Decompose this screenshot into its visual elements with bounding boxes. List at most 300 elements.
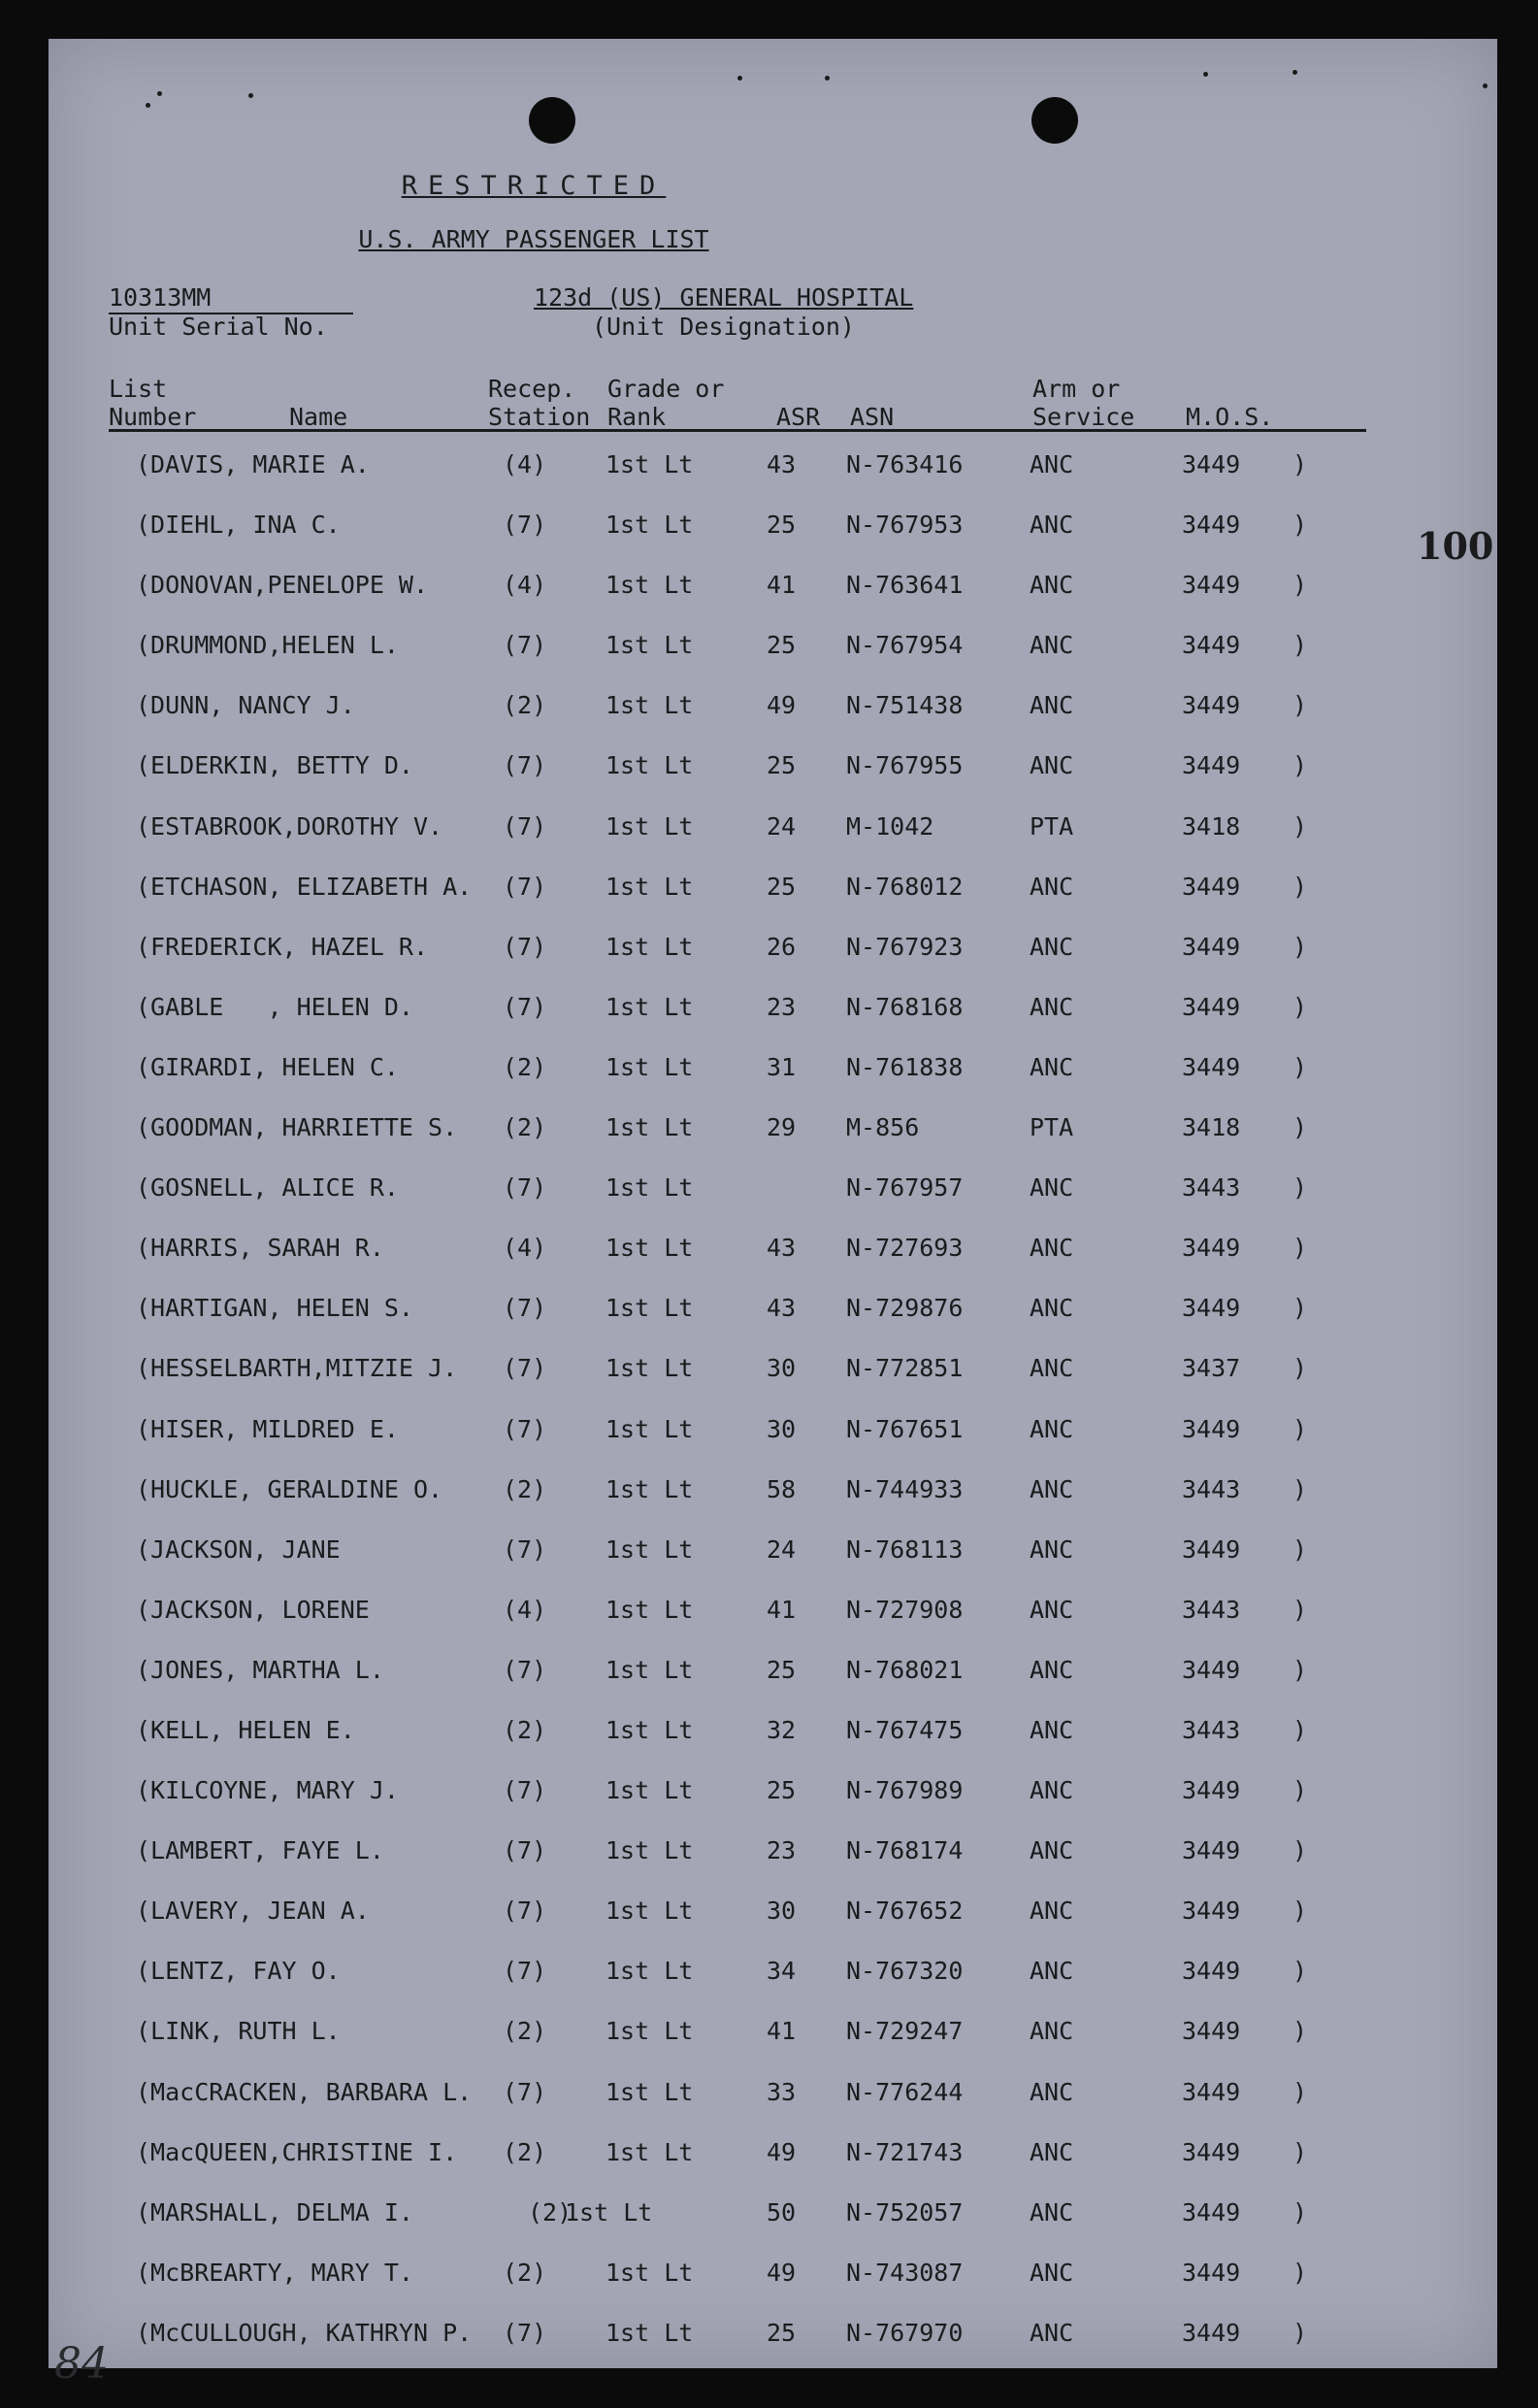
asr-score: 25 [767,751,797,780]
closing-paren: ) [1293,571,1308,600]
asr-score: 58 [767,1474,797,1503]
recep-station: (7) [503,751,547,780]
grade-rank: 1st Lt [605,1294,694,1323]
speck [825,76,830,81]
arm-service: ANC [1030,1173,1074,1203]
grade-rank: 1st Lt [605,1534,694,1564]
punch-hole [529,97,575,144]
asr-score: 24 [767,811,797,841]
mos-code: 3449 [1182,511,1241,540]
table-row [49,677,1497,738]
grade-rank: 1st Lt [605,992,694,1021]
grade-rank: 1st Lt [605,1715,694,1744]
asr-score: 41 [767,1595,797,1624]
closing-paren: ) [1293,1897,1308,1926]
mos-code: 3449 [1182,751,1241,780]
table-row [49,859,1497,919]
table-row [49,2064,1497,2125]
closing-paren: ) [1293,1354,1308,1383]
arm-service: ANC [1030,571,1074,600]
closing-paren: ) [1293,751,1308,780]
recep-station: (2) [503,1113,547,1142]
mos-code: 3449 [1182,691,1241,720]
table-row [49,1340,1497,1401]
asr-score: 43 [767,1234,797,1263]
recep-station: (7) [503,1897,547,1926]
mos-code: 3449 [1182,450,1241,478]
army-serial-number: N-768168 [846,992,964,1021]
asr-score: 25 [767,1776,797,1805]
passenger-name: (KELL, HELEN E. [136,1715,355,1744]
table-row [49,2125,1497,2185]
passenger-name: (MARSHALL, DELMA I. [136,2197,413,2227]
army-serial-number: N-767652 [846,1897,964,1926]
closing-paren: ) [1293,2318,1308,2347]
mos-code: 3449 [1182,872,1241,901]
army-serial-number: N-743087 [846,2258,964,2287]
arm-service: ANC [1030,1354,1074,1383]
passenger-name: (HARTIGAN, HELEN S. [136,1294,413,1323]
header-mos: M.O.S. [1186,403,1274,431]
closing-paren: ) [1293,2197,1308,2227]
arm-service: ANC [1030,1776,1074,1805]
mos-code: 3449 [1182,1052,1241,1081]
grade-rank: 1st Lt [605,2258,694,2287]
recep-station: (7) [503,1354,547,1383]
passenger-name: (LAMBERT, FAYE L. [136,1836,384,1865]
mos-code: 3443 [1182,1715,1241,1744]
grade-rank: 1st Lt [605,1836,694,1865]
table-row [49,497,1497,557]
closing-paren: ) [1293,511,1308,540]
arm-service: ANC [1030,1655,1074,1684]
arm-service: ANC [1030,1234,1074,1263]
army-serial-number: N-763641 [846,571,964,600]
passenger-list-subtitle: U.S. ARMY PASSENGER LIST [358,225,709,253]
mos-code: 3449 [1182,1897,1241,1926]
arm-service: PTA [1030,811,1074,841]
passenger-name: (ETCHASON, ELIZABETH A. [136,872,473,901]
passenger-rows [49,437,1497,2365]
table-row [49,1402,1497,1462]
arm-service: ANC [1030,1294,1074,1323]
passenger-name: (JACKSON, LORENE [136,1595,370,1624]
table-row [49,1462,1497,1522]
asr-score: 43 [767,450,797,478]
army-serial-number: N-752057 [846,2197,964,2227]
table-row [49,437,1497,497]
asr-score: 30 [767,1354,797,1383]
mos-code: 3449 [1182,1294,1241,1323]
closing-paren: ) [1293,1655,1308,1684]
army-serial-number: N-767989 [846,1776,964,1805]
passenger-name: (ESTABROOK,DOROTHY V. [136,811,443,841]
closing-paren: ) [1293,1836,1308,1865]
recep-station: (2) [503,691,547,720]
passenger-name: (DONOVAN,PENELOPE W. [136,571,429,600]
asr-score: 33 [767,2077,797,2106]
header-asn: ASN [850,403,895,431]
closing-paren: ) [1293,1957,1308,1986]
recep-station: (4) [503,571,547,600]
recep-station: (7) [503,932,547,961]
asr-score: 24 [767,1534,797,1564]
grade-rank: 1st Lt [605,932,694,961]
arm-service: ANC [1030,1414,1074,1443]
recep-station: (2) [528,2197,573,2227]
army-serial-number: N-727693 [846,1234,964,1263]
army-serial-number: N-721743 [846,2137,964,2166]
asr-score: 31 [767,1052,797,1081]
closing-paren: ) [1293,932,1308,961]
grade-rank: 1st Lt [605,1354,694,1383]
asr-score: 41 [767,571,797,600]
grade-rank: 1st Lt [565,2197,653,2227]
grade-rank: 1st Lt [605,2077,694,2106]
asr-score: 23 [767,992,797,1021]
arm-service: ANC [1030,2197,1074,2227]
passenger-name: (McCULLOUGH, KATHRYN P. [136,2318,473,2347]
closing-paren: ) [1293,872,1308,901]
asr-score: 25 [767,511,797,540]
table-row [49,979,1497,1039]
army-serial-number: N-727908 [846,1595,964,1624]
asr-score: 41 [767,2017,797,2046]
recep-station: (7) [503,1414,547,1443]
closing-paren: ) [1293,1234,1308,1263]
mos-code: 3443 [1182,1474,1241,1503]
recep-station: (7) [503,1534,547,1564]
asr-score: 30 [767,1414,797,1443]
table-row [49,557,1497,617]
speck [146,103,150,108]
army-serial-number: N-768174 [846,1836,964,1865]
unit-designation-label: (Unit Designation) [592,313,855,341]
passenger-name: (DAVIS, MARIE A. [136,450,370,478]
mos-code: 3449 [1182,1414,1241,1443]
arm-service: ANC [1030,932,1074,961]
passenger-name: (MacQUEEN,CHRISTINE I. [136,2137,458,2166]
punch-hole [1031,97,1078,144]
asr-score: 29 [767,1113,797,1142]
mos-code: 3418 [1182,1113,1241,1142]
army-serial-number: N-772851 [846,1354,964,1383]
arm-service: ANC [1030,992,1074,1021]
mos-code: 3449 [1182,1655,1241,1684]
grade-rank: 1st Lt [605,1113,694,1142]
grade-rank: 1st Lt [605,1897,694,1926]
army-serial-number: N-768012 [846,872,964,901]
grade-rank: 1st Lt [605,511,694,540]
army-serial-number: N-767957 [846,1173,964,1203]
speck [157,91,162,96]
mos-code: 3449 [1182,2137,1241,2166]
recep-station: (2) [503,1715,547,1744]
grade-rank: 1st Lt [605,2137,694,2166]
closing-paren: ) [1293,1715,1308,1744]
table-row [49,2185,1497,2245]
grade-rank: 1st Lt [605,1173,694,1203]
army-serial-number: N-767475 [846,1715,964,1744]
table-row [49,1883,1497,1943]
table-row [49,2003,1497,2063]
army-serial-number: N-767651 [846,1414,964,1443]
army-serial-number: N-761838 [846,1052,964,1081]
passenger-name: (FREDERICK, HAZEL R. [136,932,429,961]
arm-service: ANC [1030,511,1074,540]
table-row [49,2305,1497,2365]
army-serial-number: N-768021 [846,1655,964,1684]
recep-station: (7) [503,872,547,901]
recep-station: (2) [503,2017,547,2046]
closing-paren: ) [1293,1534,1308,1564]
arm-service: PTA [1030,1113,1074,1142]
closing-paren: ) [1293,450,1308,478]
recep-station: (7) [503,1776,547,1805]
army-serial-number: N-767955 [846,751,964,780]
closing-paren: ) [1293,1113,1308,1142]
header-recep-station: Recep. Station [488,375,591,431]
grade-rank: 1st Lt [605,450,694,478]
closing-paren: ) [1293,2137,1308,2166]
army-serial-number: N-763416 [846,450,964,478]
closing-paren: ) [1293,1294,1308,1323]
army-serial-number: N-768113 [846,1534,964,1564]
passenger-name: (HUCKLE, GERALDINE O. [136,1474,443,1503]
unit-designation-value: 123d (US) GENERAL HOSPITAL [534,283,914,312]
grade-rank: 1st Lt [605,811,694,841]
passenger-name: (JONES, MARTHA L. [136,1655,384,1684]
passenger-name: (MacCRACKEN, BARBARA L. [136,2077,473,2106]
passenger-name: (LAVERY, JEAN A. [136,1897,370,1926]
passenger-name: (GIRARDI, HELEN C. [136,1052,399,1081]
mos-code: 3449 [1182,2017,1241,2046]
asr-score: 49 [767,2258,797,2287]
passenger-name: (JACKSON, JANE [136,1534,341,1564]
grade-rank: 1st Lt [605,872,694,901]
arm-service: ANC [1030,1534,1074,1564]
table-row [49,1642,1497,1702]
table-row [49,1943,1497,2003]
army-serial-number: N-767923 [846,932,964,961]
header-grade-rank: Grade or Rank [607,375,725,431]
recep-station: (4) [503,1234,547,1263]
passenger-name: (LENTZ, FAY O. [136,1957,341,1986]
mos-code: 3418 [1182,811,1241,841]
grade-rank: 1st Lt [605,1414,694,1443]
passenger-name: (KILCOYNE, MARY J. [136,1776,399,1805]
table-row [49,919,1497,979]
arm-service: ANC [1030,751,1074,780]
table-row [49,1582,1497,1642]
header-name: Name [289,403,348,431]
mos-code: 3437 [1182,1354,1241,1383]
arm-service: ANC [1030,2077,1074,2106]
recep-station: (7) [503,1836,547,1865]
mos-code: 3449 [1182,1957,1241,1986]
recep-station: (7) [503,1655,547,1684]
mos-code: 3449 [1182,2077,1241,2106]
recep-station: (7) [503,2318,547,2347]
arm-service: ANC [1030,691,1074,720]
mos-code: 3449 [1182,932,1241,961]
closing-paren: ) [1293,631,1308,660]
asr-score: 30 [767,1897,797,1926]
arm-service: ANC [1030,872,1074,901]
army-serial-number: N-767953 [846,511,964,540]
closing-paren: ) [1293,811,1308,841]
asr-score: 34 [767,1957,797,1986]
passenger-name: (GOSNELL, ALICE R. [136,1173,399,1203]
table-row [49,1220,1497,1280]
army-serial-number: N-744933 [846,1474,964,1503]
arm-service: ANC [1030,2258,1074,2287]
arm-service: ANC [1030,1474,1074,1503]
closing-paren: ) [1293,1595,1308,1624]
table-row [49,2245,1497,2305]
army-serial-number: N-729247 [846,2017,964,2046]
army-serial-number: N-729876 [846,1294,964,1323]
passenger-name: (LINK, RUTH L. [136,2017,341,2046]
closing-paren: ) [1293,1474,1308,1503]
recep-station: (7) [503,631,547,660]
closing-paren: ) [1293,992,1308,1021]
table-row [49,738,1497,798]
margin-note: 84 [54,2339,109,2389]
grade-rank: 1st Lt [605,751,694,780]
asr-score: 26 [767,932,797,961]
asr-score: 32 [767,1715,797,1744]
recep-station: (4) [503,1595,547,1624]
table-row [49,1280,1497,1340]
grade-rank: 1st Lt [605,2318,694,2347]
army-serial-number: N-767954 [846,631,964,660]
recep-station: (2) [503,2137,547,2166]
recep-station: (2) [503,2258,547,2287]
asr-score: 49 [767,691,797,720]
table-row [49,1823,1497,1883]
recep-station: (7) [503,811,547,841]
arm-service: ANC [1030,1897,1074,1926]
passenger-name: (DIEHL, INA C. [136,511,341,540]
asr-score: 43 [767,1294,797,1323]
mos-code: 3449 [1182,1776,1241,1805]
arm-service: ANC [1030,1715,1074,1744]
grade-rank: 1st Lt [605,1474,694,1503]
recep-station: (4) [503,450,547,478]
arm-service: ANC [1030,2137,1074,2166]
mos-code: 3449 [1182,992,1241,1021]
asr-score: 49 [767,2137,797,2166]
army-serial-number: M-856 [846,1113,920,1142]
asr-score: 50 [767,2197,797,2227]
asr-score: 25 [767,631,797,660]
recep-station: (7) [503,992,547,1021]
army-serial-number: N-751438 [846,691,964,720]
closing-paren: ) [1293,1173,1308,1203]
recep-station: (2) [503,1052,547,1081]
grade-rank: 1st Lt [605,1655,694,1684]
table-row [49,1763,1497,1823]
asr-score: 25 [767,1655,797,1684]
army-serial-number: N-776244 [846,2077,964,2106]
closing-paren: ) [1293,1052,1308,1081]
table-row [49,1100,1497,1160]
mos-code: 3449 [1182,1234,1241,1263]
grade-rank: 1st Lt [605,571,694,600]
speck [737,76,742,81]
arm-service: ANC [1030,1957,1074,1986]
grade-rank: 1st Lt [605,1052,694,1081]
closing-paren: ) [1293,1414,1308,1443]
mos-code: 3449 [1182,2258,1241,2287]
passenger-name: (McBREARTY, MARY T. [136,2258,413,2287]
speck [1203,72,1208,77]
asr-score: 25 [767,2318,797,2347]
mos-code: 3443 [1182,1173,1241,1203]
grade-rank: 1st Lt [605,1234,694,1263]
unit-serial-value: 10313MM [109,283,212,312]
restricted-title: RESTRICTED [401,171,667,201]
passenger-name: (HISER, MILDRED E. [136,1414,399,1443]
mos-code: 3449 [1182,2197,1241,2227]
page-number: 100 [1417,524,1494,568]
header-asr: ASR [776,403,821,431]
arm-service: ANC [1030,631,1074,660]
closing-paren: ) [1293,691,1308,720]
speck [248,93,253,98]
arm-service: ANC [1030,2318,1074,2347]
table-row [49,1160,1497,1220]
passenger-name: (HESSELBARTH,MITZIE J. [136,1354,458,1383]
table-row [49,617,1497,677]
asr-score: 25 [767,872,797,901]
closing-paren: ) [1293,2017,1308,2046]
table-row [49,1702,1497,1763]
arm-service: ANC [1030,450,1074,478]
passenger-name: (DUNN, NANCY J. [136,691,355,720]
closing-paren: ) [1293,1776,1308,1805]
mos-code: 3449 [1182,2318,1241,2347]
mos-code: 3449 [1182,631,1241,660]
arm-service: ANC [1030,2017,1074,2046]
arm-service: ANC [1030,1595,1074,1624]
recep-station: (7) [503,2077,547,2106]
grade-rank: 1st Lt [605,631,694,660]
recep-station: (7) [503,1957,547,1986]
header-list-number: List Number [109,375,197,431]
recep-station: (7) [503,511,547,540]
passenger-list-sheet [49,39,1497,2389]
recep-station: (7) [503,1173,547,1203]
army-serial-number: M-1042 [846,811,934,841]
grade-rank: 1st Lt [605,1776,694,1805]
mos-code: 3449 [1182,571,1241,600]
header-arm-service: Arm or Service [1032,375,1135,431]
table-row [49,799,1497,859]
grade-rank: 1st Lt [605,2017,694,2046]
passenger-name: (HARRIS, SARAH R. [136,1234,384,1263]
passenger-name: (ELDERKIN, BETTY D. [136,751,413,780]
passenger-name: (GABLE , HELEN D. [136,992,413,1021]
mos-code: 3449 [1182,1836,1241,1865]
grade-rank: 1st Lt [605,1957,694,1986]
grade-rank: 1st Lt [605,1595,694,1624]
mos-code: 3449 [1182,1534,1241,1564]
arm-service: ANC [1030,1052,1074,1081]
speck [1293,70,1297,75]
closing-paren: ) [1293,2258,1308,2287]
